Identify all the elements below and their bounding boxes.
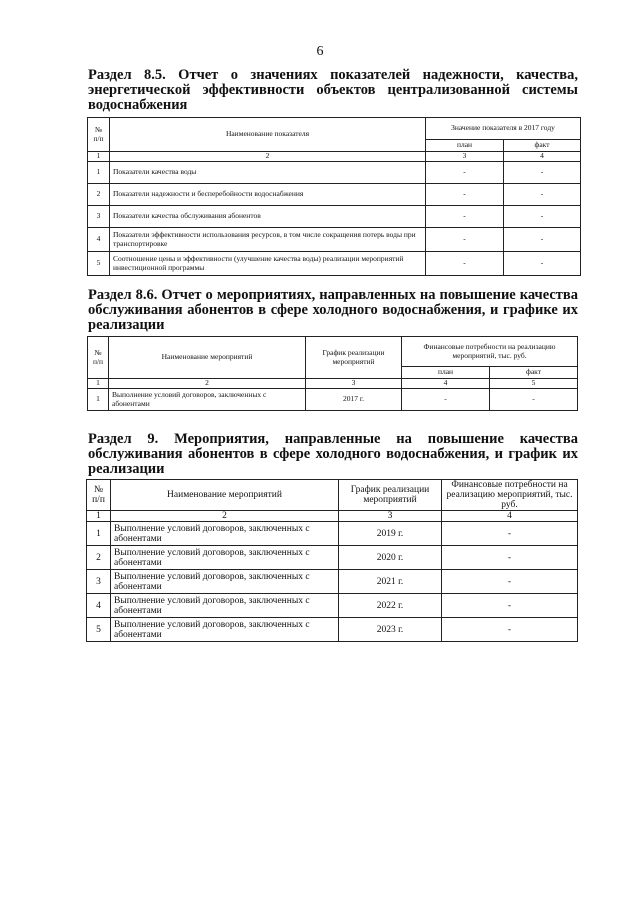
header-num: № п/п [87, 480, 111, 511]
row-fact: - [490, 389, 578, 411]
header-plan: план [426, 140, 504, 152]
row-num: 3 [88, 206, 110, 228]
index-row [88, 379, 578, 389]
header-num: № п/п [88, 337, 109, 379]
row-plan: - [426, 252, 504, 276]
header-name: Наименование показателя [110, 118, 426, 152]
row-plan: - [426, 162, 504, 184]
row-plan: - [426, 206, 504, 228]
row-name: Выполнение условий договоров, заключенных с абонентами [111, 546, 339, 570]
index-cell: 2 [110, 152, 426, 162]
index-row [88, 152, 581, 162]
table-row [88, 228, 581, 252]
header-name: Наименование мероприятий [109, 337, 306, 379]
table-row [88, 389, 578, 411]
row-num: 3 [87, 570, 111, 594]
header-num: № п/п [88, 118, 110, 152]
row-name: Показатели эффективности использования ресурсов, в том числе сокращения потерь воды при транспортировке [110, 228, 426, 252]
row-year: 2019 г. [339, 522, 442, 546]
table-row [88, 162, 581, 184]
header-schedule: График реализации мероприятий [306, 337, 402, 379]
row-num: 2 [88, 184, 110, 206]
row-finance: - [442, 594, 578, 618]
row-plan: - [426, 228, 504, 252]
index-row [87, 511, 578, 522]
section-8-6-heading: Раздел 8.6. Отчет о мероприятиях, направленных на повышение качества обслуживания абонентов в сфере холодного водоснабжения, и графике их реализации [88, 287, 578, 333]
index-cell: 4 [402, 379, 490, 389]
header-fact: факт [490, 367, 578, 379]
row-year: 2020 г. [339, 546, 442, 570]
row-finance: - [442, 618, 578, 642]
table-row [88, 252, 581, 276]
index-cell: 2 [111, 511, 339, 522]
index-cell: 1 [88, 379, 109, 389]
row-fact: - [504, 206, 581, 228]
header-plan: план [402, 367, 490, 379]
indicators-table [87, 117, 581, 276]
row-name: Показатели качества обслуживания абонентов [110, 206, 426, 228]
index-cell: 3 [339, 511, 442, 522]
row-fact: - [504, 252, 581, 276]
header-finance: Финансовые потребности на реализацию мероприятий, тыс. руб. [402, 337, 578, 367]
row-num: 5 [88, 252, 110, 276]
row-name: Показатели качества воды [110, 162, 426, 184]
row-name: Показатели надежности и бесперебойности водоснабжения [110, 184, 426, 206]
index-cell: 2 [109, 379, 306, 389]
row-fact: - [504, 162, 581, 184]
index-cell: 4 [504, 152, 581, 162]
page-number: 6 [316, 44, 324, 59]
row-num: 1 [88, 389, 109, 411]
row-name: Выполнение условий договоров, заключенных с абонентами [111, 570, 339, 594]
index-cell: 1 [88, 152, 110, 162]
section-8-5-heading: Раздел 8.5. Отчет о значениях показателей надежности, качества, энергетической эффективности объектов централизованной системы водоснабжения [88, 67, 578, 113]
row-name: Соотношение цены и эффективности (улучшение качества воды) реализации мероприятий инвестиционной программы [110, 252, 426, 276]
header-finance: Финансовые потребности на реализацию мероприятий, тыс. руб. [442, 480, 578, 511]
row-plan: - [426, 184, 504, 206]
row-year: 2023 г. [339, 618, 442, 642]
table-row [88, 184, 581, 206]
measures-report-table [87, 336, 578, 411]
row-finance: - [442, 522, 578, 546]
index-cell: 4 [442, 511, 578, 522]
row-name: Выполнение условий договоров, заключенных с абонентами [111, 522, 339, 546]
row-num: 1 [88, 162, 110, 184]
row-fact: - [504, 228, 581, 252]
table-row [87, 522, 578, 546]
table-row [87, 594, 578, 618]
header-fact: факт [504, 140, 581, 152]
table-row [87, 546, 578, 570]
table-row [88, 206, 581, 228]
row-num: 4 [88, 228, 110, 252]
table-row [87, 618, 578, 642]
row-num: 2 [87, 546, 111, 570]
section-9-heading: Раздел 9. Мероприятия, направленные на повышение качества обслуживания абонентов в сфере холодного водоснабжения, и график их реализации [88, 431, 578, 477]
row-name: Выполнение условий договоров, заключенных с абонентами [109, 389, 306, 411]
index-cell: 3 [426, 152, 504, 162]
row-fact: - [504, 184, 581, 206]
row-name: Выполнение условий договоров, заключенных с абонентами [111, 594, 339, 618]
row-num: 1 [87, 522, 111, 546]
row-plan: - [402, 389, 490, 411]
header-schedule: График реализации мероприятий [339, 480, 442, 511]
row-num: 4 [87, 594, 111, 618]
row-year: 2017 г. [306, 389, 402, 411]
row-name: Выполнение условий договоров, заключенных с абонентами [111, 618, 339, 642]
index-cell: 5 [490, 379, 578, 389]
table-row [87, 570, 578, 594]
index-cell: 3 [306, 379, 402, 389]
row-num: 5 [87, 618, 111, 642]
row-finance: - [442, 570, 578, 594]
row-year: 2021 г. [339, 570, 442, 594]
header-name: Наименование мероприятий [111, 480, 339, 511]
index-cell: 1 [87, 511, 111, 522]
row-year: 2022 г. [339, 594, 442, 618]
header-value: Значение показателя в 2017 году [426, 118, 581, 140]
measures-plan-table [86, 479, 578, 642]
row-finance: - [442, 546, 578, 570]
